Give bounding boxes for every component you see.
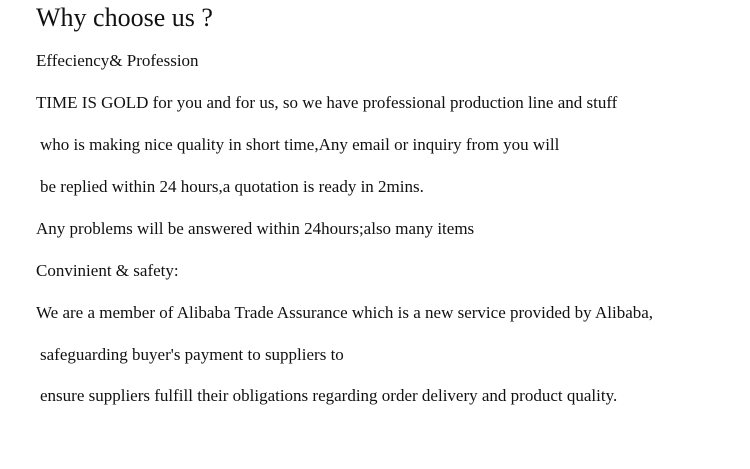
paragraph-line: ensure suppliers fulfill their obligations regarding order delivery and product quality. [40, 386, 618, 405]
paragraph-line: be replied within 24 hours,a quotation is ready in 2mins. [40, 177, 424, 196]
paragraph-line: TIME IS GOLD for you and for us, so we have professional production line and stuff [36, 93, 618, 112]
section-heading-safety: Convinient & safety: [36, 261, 179, 280]
paragraph-line: safeguarding buyer's payment to suppliers to [40, 345, 344, 364]
paragraph-line: Any problems will be answered within 24hours;also many items [36, 219, 475, 238]
paragraph-line: We are a member of Alibaba Trade Assurance which is a new service provided by Alibaba, [36, 303, 654, 322]
paragraph-line: who is making nice quality in short time,Any email or inquiry from you will [40, 135, 560, 154]
section-heading-efficiency: Effeciency& Profession [36, 51, 199, 70]
page-title: Why choose us ? [36, 3, 213, 32]
